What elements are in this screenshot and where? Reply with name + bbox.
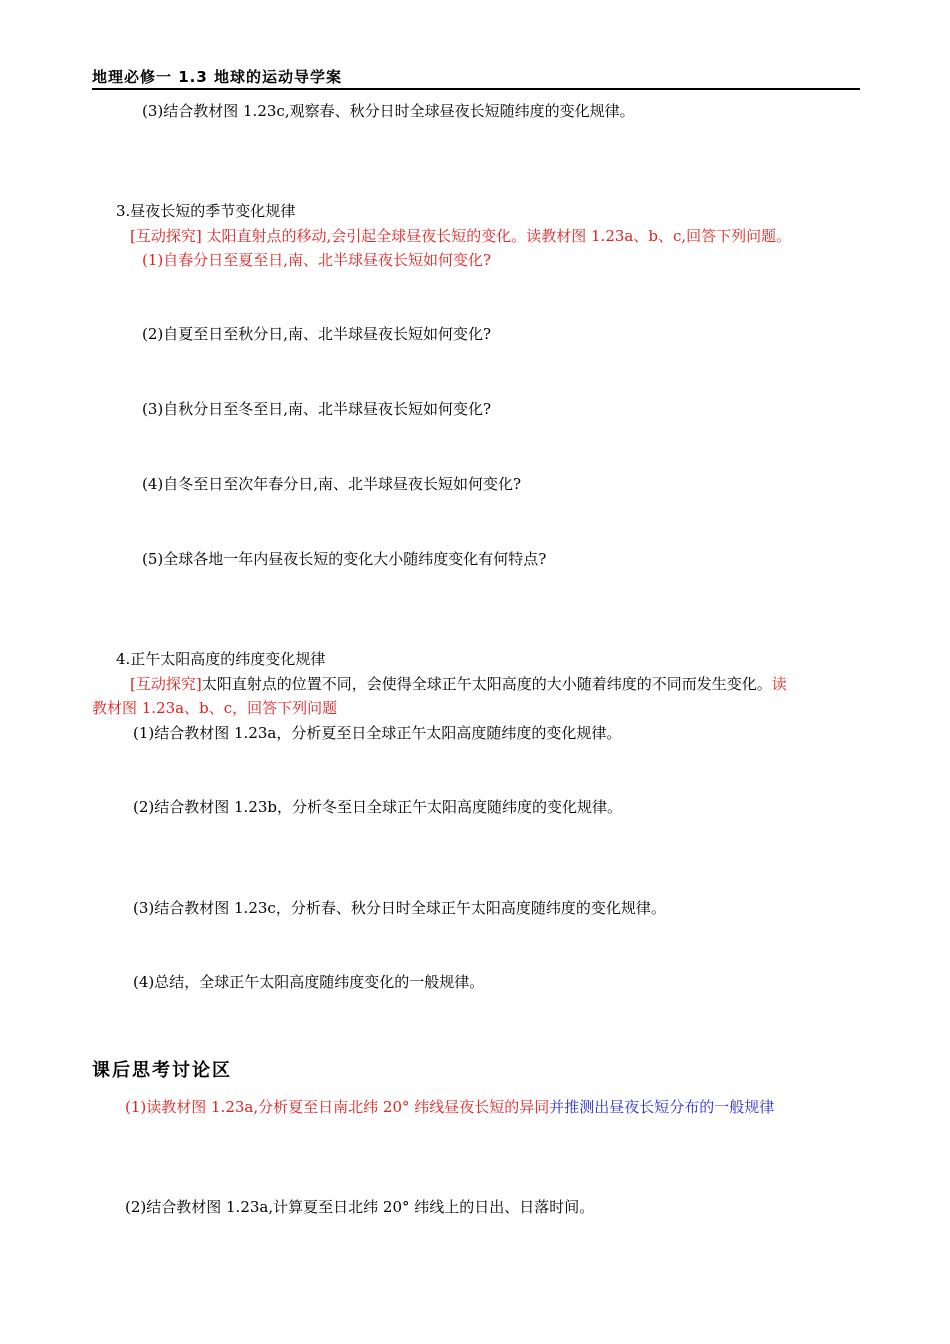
part3-question-1: (1)自春分日至夏至日,南、北半球昼夜长短如何变化?: [142, 251, 492, 269]
part4-intro-red-a: 读: [771, 675, 787, 693]
part3-question-5: (5)全球各地一年内昼夜长短的变化大小随纬度变化有何特点?: [142, 550, 547, 568]
part3-question-2: (2)自夏至日至秋分日,南、北半球昼夜长短如何变化?: [142, 325, 492, 343]
discussion-question-1: [125, 1097, 774, 1117]
page-header: [92, 66, 860, 90]
part4-heading: 4.正午太阳高度的纬度变化规律: [116, 650, 326, 668]
discussion-q1-red: (1)读教材图 1.23a,分析夏至日南北纬 20° 纬线昼夜长短的异同: [125, 1098, 550, 1116]
part4-question-3: (3)结合教材图 1.23c，分析春、秋分日时全球正午太阳高度随纬度的变化规律。: [133, 899, 666, 917]
part4-intro-continuation: 教材图 1.23a、b、c，回答下列问题: [92, 699, 338, 717]
discussion-question-2: (2)结合教材图 1.23a,计算夏至日北纬 20° 纬线上的日出、日落时间。: [125, 1198, 595, 1216]
part3-question-3: (3)自秋分日至冬至日,南、北半球昼夜长短如何变化?: [142, 400, 492, 418]
part4-intro-tag: [互动探究]: [130, 675, 202, 693]
discussion-q1-blue: 并推测出昼夜长短分布的一般规律: [549, 1098, 775, 1116]
part4-question-4: (4)总结，全球正午太阳高度随纬度变化的一般规律。: [133, 973, 485, 991]
part3-heading: 3.昼夜长短的季节变化规律: [116, 202, 296, 220]
discussion-title: 课后思考讨论区: [92, 1060, 232, 1081]
part3-question-4: (4)自冬至日至次年春分日,南、北半球昼夜长短如何变化?: [142, 475, 522, 493]
part4-intro: [130, 674, 787, 694]
part2-question-3: (3)结合教材图 1.23c,观察春、秋分日时全球昼夜长短随纬度的变化规律。: [142, 102, 635, 120]
part4-intro-body: 太阳直射点的位置不同，会使得全球正午太阳高度的大小随着纬度的不同而发生变化。: [201, 675, 772, 693]
part3-intro: [互动探究] 太阳直射点的移动,会引起全球昼夜长短的变化。读教材图 1.23a、b、c,回答下列问题。: [130, 227, 792, 245]
part4-question-1: (1)结合教材图 1.23a，分析夏至日全球正午太阳高度随纬度的变化规律。: [133, 724, 622, 742]
header-title: 地理必修一 1.3 地球的运动导学案: [92, 68, 343, 86]
part4-question-2: (2)结合教材图 1.23b，分析冬至日全球正午太阳高度随纬度的变化规律。: [133, 798, 623, 816]
